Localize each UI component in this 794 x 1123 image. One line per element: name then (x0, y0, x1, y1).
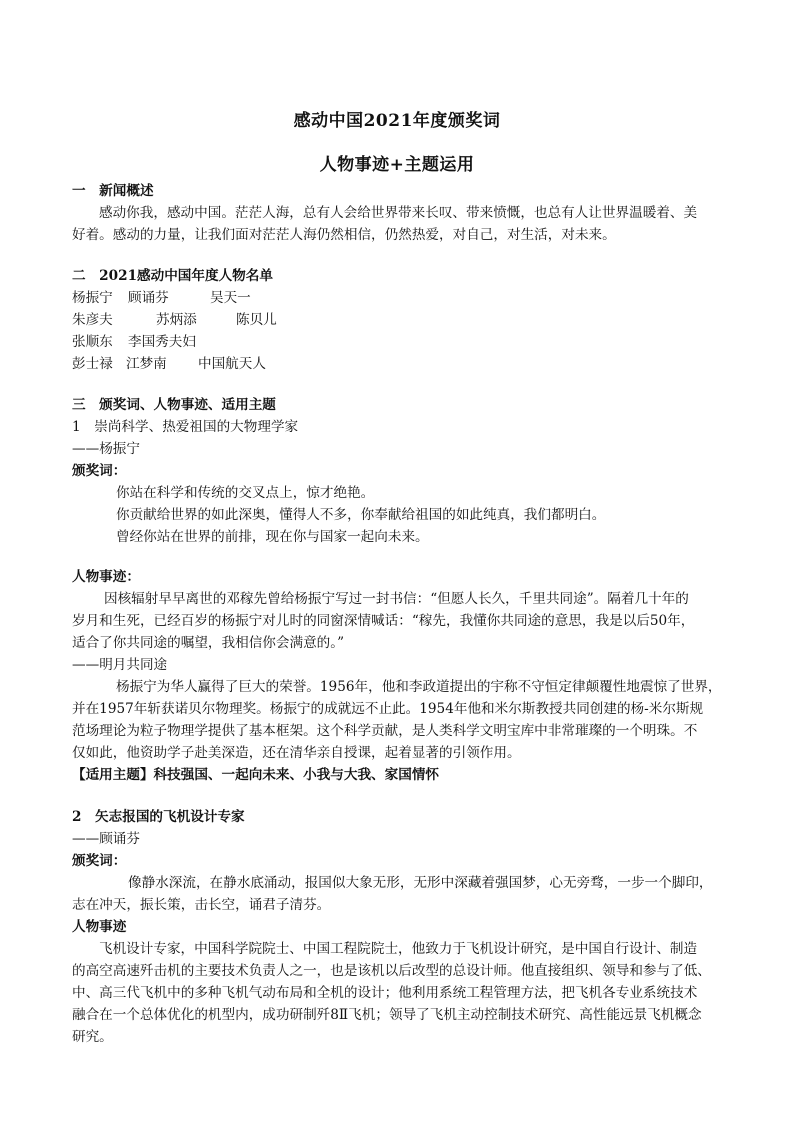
person-2-award-line: 志在冲天，振长策，击长空，诵君子清芬。 (72, 897, 331, 913)
name-item: 朱彦夫 (72, 312, 113, 328)
person-1-deeds-subtitle: ——明月共同途 (72, 657, 168, 673)
names-row-1 (72, 287, 251, 309)
person-2-title: 2 矢志报国的飞机设计专家 (72, 809, 245, 825)
names-row-2 (72, 309, 277, 331)
award-label: 颁奖词： (72, 463, 127, 479)
person-1-deeds-line: 并在1957年斩获诺贝尔物理奖。杨振宁的成就远不止此。1954年他和米尔斯教授共同创建的杨-米尔斯规 (72, 701, 704, 717)
names-row-4 (72, 353, 266, 375)
person-1-deeds-line: 适合了你共同途的嘱望，我相信你会满意的。” (72, 635, 345, 651)
overview-line-2: 好着。感动的力量，让我们面对茫茫人海仍然相信，仍然热爱，对自己，对生活，对未来。 (72, 227, 616, 243)
name-item: 苏炳添 (156, 312, 197, 328)
name-item: 吴天一 (210, 290, 251, 306)
person-1-deeds-line: 杨振宁为华人赢得了巨大的荣誉。1956年，他和李政道提出的宇称不守恒定律颠覆性地震惊了世界， (116, 679, 722, 695)
name-item: 陈贝儿 (236, 312, 277, 328)
person-1-deeds-line: 岁月和生死，已经百岁的杨振宁对儿时的同窗深情喊话：“稼先，我懂你共同途的意思，我是以后50年， (72, 613, 695, 629)
person-1-deeds-line: 范场理论为粒子物理学提供了基本框架。这个科学贡献，是人类科学文明宝库中非常璀璨的一个明珠。不 (72, 723, 698, 739)
person-1-award-line: 你站在科学和传统的交叉点上，惊才绝艳。 (116, 485, 375, 501)
section-heading-names: 二 2021感动中国年度人物名单 (72, 268, 273, 284)
person-1-title: 1 崇尚科学、热爱祖国的大物理学家 (72, 419, 299, 435)
name-item: 李国秀夫妇 (128, 334, 196, 350)
person-2-deeds-line: 研究。 (72, 1029, 113, 1045)
section-heading-awards: 三 颁奖词、人物事迹、适用主题 (72, 397, 276, 413)
name-item: 彭士禄 (72, 356, 113, 372)
person-2-award-line: 像静水深流，在静水底涌动，报国似大象无形，无形中深藏着强国梦，心无旁骛，一步一个脚印， (128, 875, 713, 891)
page-subtitle: 人物事迹+主题运用 (319, 155, 475, 175)
deeds-label: 人物事迹 (72, 919, 127, 935)
names-row-3 (72, 331, 196, 353)
award-label: 颁奖词： (72, 853, 127, 869)
person-1-topics: 【适用主题】科技强国、一起向未来、小我与大我、家国情怀 (72, 767, 440, 783)
overview-line-1: 感动你我，感动中国。茫茫人海，总有人会给世界带来长叹、带来愤慨，也总有人让世界温暖着、美 (99, 205, 698, 221)
person-1-deeds-line: 因核辐射早早离世的邓稼先曾给杨振宁写过一封书信：“但愿人长久，千里共同途”。隔着几十年的 (104, 591, 689, 607)
person-2-deeds-line: 中、高三代飞机中的多种飞机气动布局和全机的设计；他利用系统工程管理方法，把飞机各专业系统技术 (72, 985, 698, 1001)
person-1-deeds-line: 仅如此，他资助学子赴美深造，还在清华亲自授课，起着显著的引领作用。 (72, 745, 521, 761)
name-item: 张顺东 (72, 334, 113, 350)
name-item: 中国航天人 (198, 356, 266, 372)
person-1-name: ——杨振宁 (72, 441, 140, 457)
person-2-deeds-line: 的高空高速歼击机的主要技术负责人之一，也是该机以后改型的总设计师。他直接组织、领导和参与了低、 (72, 963, 711, 979)
person-1-award-line: 你贡献给世界的如此深奥，懂得人不多，你奉献给祖国的如此纯真，我们都明白。 (116, 507, 606, 523)
person-2-deeds-line: 融合在一个总体优化的机型内，成功研制歼8Ⅱ飞机；领导了飞机主动控制技术研究、高性能远景飞机概念 (72, 1007, 702, 1023)
person-2-name: ——顾诵芬 (72, 831, 140, 847)
page-title: 感动中国2021年度颁奖词 (293, 111, 501, 131)
name-item: 江梦南 (126, 356, 167, 372)
section-heading-overview: 一 新闻概述 (72, 183, 154, 199)
person-1-award-line: 曾经你站在世界的前排，现在你与国家一起向未来。 (116, 529, 429, 545)
name-item: 杨振宁 (72, 290, 113, 306)
name-item: 顾诵芬 (128, 290, 169, 306)
person-2-deeds-line: 飞机设计专家，中国科学院院士、中国工程院院士，他致力于飞机设计研究，是中国自行设计、制造 (99, 941, 698, 957)
deeds-label: 人物事迹： (72, 569, 140, 585)
